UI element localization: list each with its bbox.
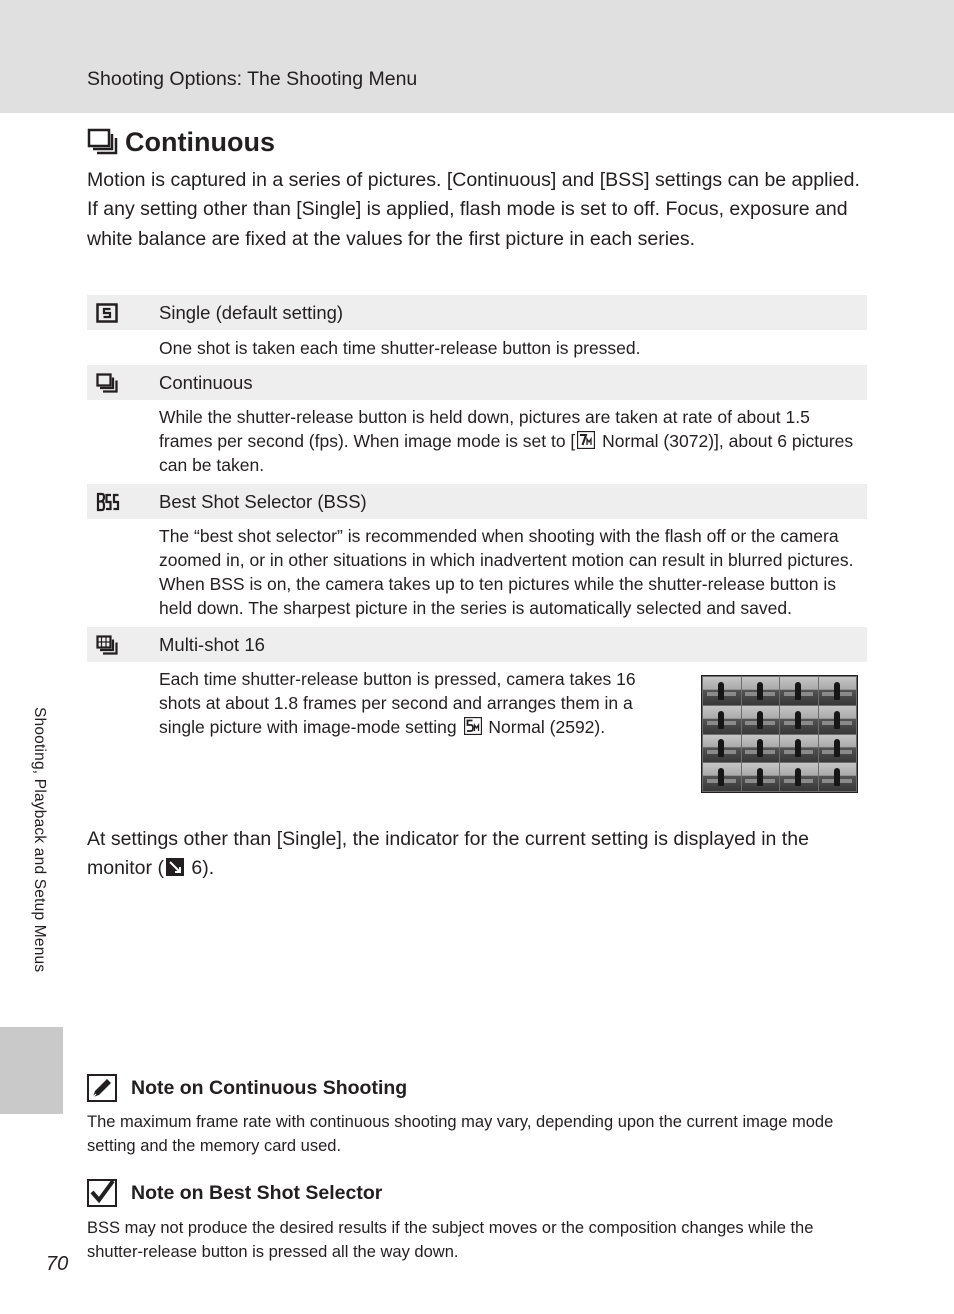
option-description [87,662,677,746]
option-description [87,400,867,484]
option-row-multi-shot [87,627,867,662]
section-title: Shooting Options: The Shooting Menu [87,68,418,90]
note-continuous-shooting [87,1073,407,1103]
page-title [87,125,275,159]
continuous-icon [96,373,118,393]
closing-text: At settings other than [Single], the indicator for the current setting is displayed in the monitor ( [87,828,809,880]
options-table [87,295,867,807]
page-title-text: Continuous [125,126,275,157]
note-title: Note on Continuous Shooting [131,1076,408,1099]
single-frame-icon [96,303,118,323]
multi-shot-detail [87,662,867,807]
page-number: 70 [46,1253,69,1275]
closing-text: 6). [185,857,215,880]
option-description-text: Each time shutter-release button is pressed, camera takes 16 shots at about 1.8 frames per second and arranges them in a single picture with image-mode setting [159,669,636,737]
option-row-bss [87,484,867,519]
option-description: One shot is taken each time shutter-release button is pressed. [159,338,641,358]
note-body: The maximum frame rate with continuous shooting may vary, depending upon the current image mode setting and the memory card used. [87,1113,834,1155]
intro-paragraph: Motion is captured in a series of pictures. [Continuous] and [BSS] settings can be applied. If any setting other than [Single] is applied, flash mode is set to off. Focus, exposure and white balance are fixed at the values for the first picture in each series. [87,169,860,250]
option-label: Single (default setting) [159,301,344,323]
side-tab [0,1027,63,1114]
multi-shot-icon [96,635,118,655]
option-description: The “best shot selector” is recommended when shooting with the flash off or the camera zoomed in, or in other situations in which inadvertent motion can result in blurred pictures. When BSS is on, the camera takes up to ten pictures while the shutter-release button is held down. The sharpest picture in the series is automatically selected and saved. [159,526,854,618]
option-description-text: While the shutter-release button is held down, pictures are taken at rate of about 1.5 frames per second (fps). When image mode is set to [ [159,407,810,451]
note-title: Note on Best Shot Selector [131,1181,383,1204]
checkmark-icon [87,1179,117,1207]
side-tab-label: Shooting, Playback and Setup Menus [31,707,48,973]
closing-paragraph [87,825,867,884]
header-band [0,0,954,113]
note-body: BSS may not produce the desired results if the subject moves or the composition changes while the shutter-release button is pressed all the way down. [87,1219,814,1261]
option-description-text: Normal (3072)], about 6 pictures can be taken. [159,431,854,475]
image-mode-7m-icon [577,431,595,449]
option-row-continuous [87,365,867,400]
option-label: Best Shot Selector (BSS) [159,490,367,512]
option-label: Multi-shot 16 [159,633,265,655]
option-label: Continuous [159,371,253,393]
image-mode-5m-icon [464,717,482,735]
bss-icon [96,492,120,512]
option-description-text: Normal (2592). [488,717,606,737]
multi-shot-sample-image [701,675,858,793]
caution-pencil-icon [87,1074,117,1102]
note-best-shot-selector [87,1178,382,1208]
continuous-icon [87,128,119,156]
option-row-single [87,295,867,330]
page-reference-icon [166,858,184,876]
